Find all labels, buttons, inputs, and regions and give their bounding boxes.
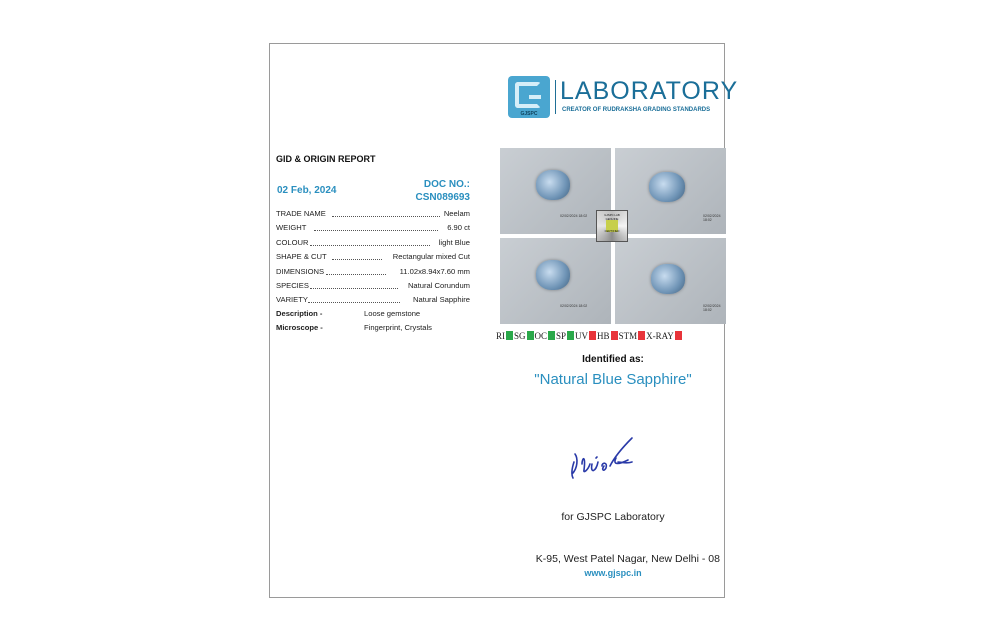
logo-subtitle: CREATOR OF RUDRAKSHA GRADING STANDARDS bbox=[562, 107, 711, 113]
for-lab-text: for GJSPC Laboratory bbox=[561, 511, 665, 523]
signature-icon bbox=[566, 434, 646, 484]
test-status-icon bbox=[548, 331, 555, 340]
test-status-icon bbox=[527, 331, 534, 340]
gjspc-logo-icon: GJSPC bbox=[508, 76, 550, 118]
field-trade-name: TRADE NAME Neelam bbox=[276, 209, 470, 218]
identification-result: "Natural Blue Sapphire" bbox=[534, 371, 692, 388]
logo-title: LABORATORY bbox=[560, 77, 739, 105]
hologram-seal-icon: GJSPC LAB GENUINE CERTIFIED bbox=[596, 210, 628, 242]
lab-address: K-95, West Patel Nagar, New Delhi - 08 bbox=[535, 553, 720, 565]
gem-photos bbox=[500, 148, 726, 324]
test-status-icon bbox=[611, 331, 618, 340]
test-stm: STM bbox=[619, 331, 647, 341]
doc-number: CSN089693 bbox=[415, 192, 470, 203]
test-status-icon bbox=[567, 331, 574, 340]
test-hb: HB bbox=[597, 331, 619, 341]
report-date: 02 Feb, 2024 bbox=[277, 185, 337, 196]
gem-photo: 02/02/2024 18:02 bbox=[615, 238, 726, 324]
gem-fields bbox=[276, 209, 470, 310]
certificate-card: GJSPC LABORATORY CREATOR OF RUDRAKSHA GRADING STANDARDS GID & ORIGIN REPORT 02 Feb, 2024 DOC NO.: CSN089693 TRADE NAME Neelam WEIGHT 6.90 ct COLOUR light Blue SHAPE & CUT Rectangular mixed Cut DIMENSIONS 11.02x8.94x7.60 mm SPECIES Natural Corundum VARIETY Natural Sapphire Description - Loose gemstone Microscope - Fingerprint, Crystals 02/02/2024 18:02 02/02/2024 18:02 02/02/2024 18:02 02/02/2024 18:02 GJSPC LAB GENUINE CERTIFIED RI SG OC SP UV HB STM X-RAY Identified as: "Natural Blue Sapphire" for GJSPC Laboratory K-95, West Patel Nagar, New Delhi - 08 www.gjspc.in bbox=[269, 43, 725, 598]
test-xray: X-RAY bbox=[646, 331, 683, 341]
gem-photo: 02/02/2024 18:02 bbox=[500, 148, 611, 234]
test-status-icon bbox=[638, 331, 645, 340]
lab-website: www.gjspc.in bbox=[584, 568, 642, 578]
test-ri: RI bbox=[496, 331, 514, 341]
test-oc: OC bbox=[535, 331, 557, 341]
field-dimensions: DIMENSIONS 11.02x8.94x7.60 mm bbox=[276, 266, 470, 276]
identified-label: Identified as: bbox=[582, 354, 644, 365]
field-weight: WEIGHT 6.90 ct bbox=[276, 223, 470, 233]
doc-number-block bbox=[400, 178, 470, 204]
field-species: SPECIES Natural Corundum bbox=[276, 280, 470, 290]
lab-logo bbox=[508, 76, 739, 118]
field-colour: COLOUR light Blue bbox=[276, 237, 470, 247]
test-uv: UV bbox=[575, 331, 597, 341]
test-status-icon bbox=[589, 331, 596, 340]
test-sp: SP bbox=[556, 331, 575, 341]
test-indicators bbox=[496, 331, 683, 341]
test-status-icon bbox=[506, 331, 513, 340]
field-shape-cut: SHAPE & CUT Rectangular mixed Cut bbox=[276, 252, 470, 262]
doc-label: DOC NO.: bbox=[423, 179, 470, 190]
test-status-icon bbox=[675, 331, 682, 340]
test-sg: SG bbox=[514, 331, 535, 341]
gem-photo: 02/02/2024 18:02 bbox=[615, 148, 726, 234]
gem-photo: 02/02/2024 18:02 bbox=[500, 238, 611, 324]
field-variety: VARIETY Natural Sapphire bbox=[276, 295, 470, 305]
report-title: GID & ORIGIN REPORT bbox=[276, 154, 376, 164]
